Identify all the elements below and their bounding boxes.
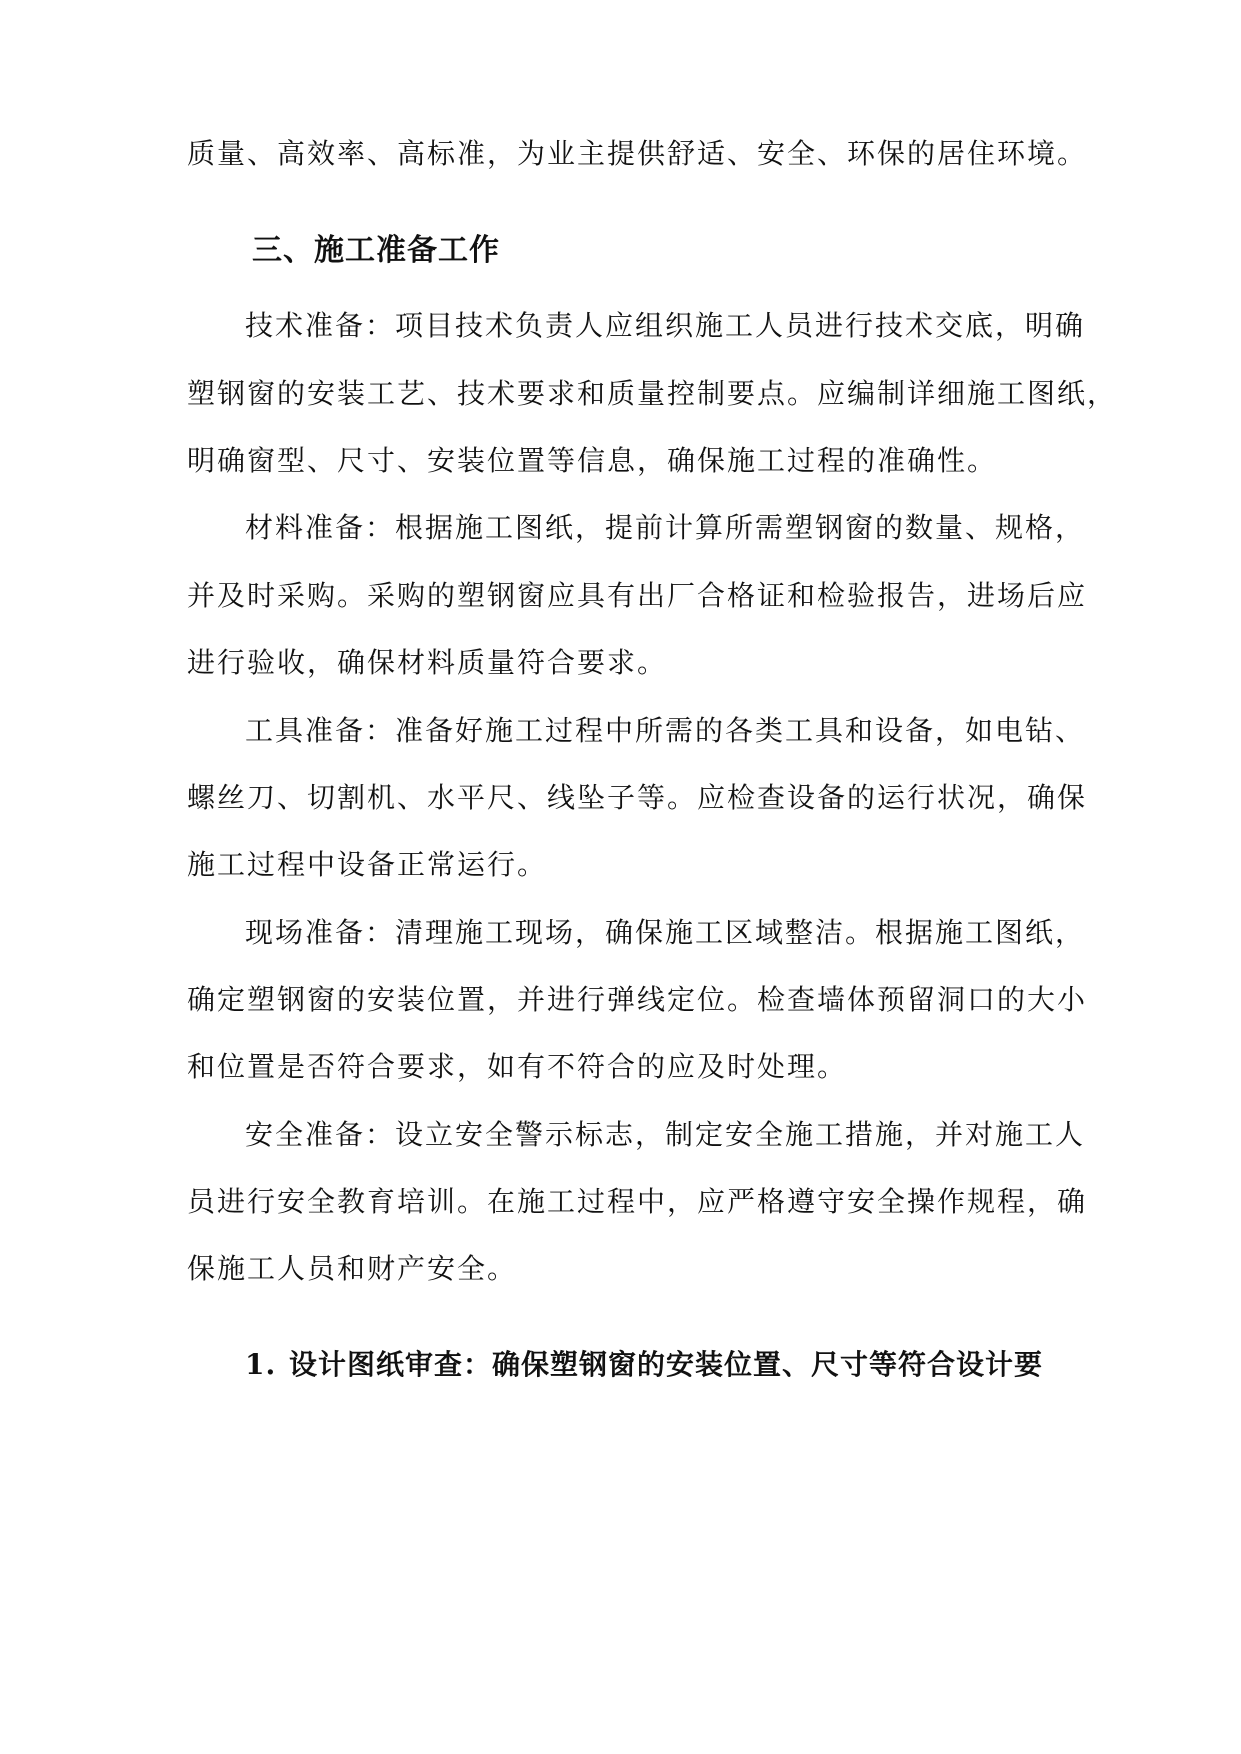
paragraph-line: 螺丝刀、切割机、水平尺、线坠子等。应检查设备的运行状况，确保 [187,781,1088,814]
paragraph-line: 进行验收，确保材料质量符合要求。 [187,646,668,679]
numbered-item-text: 设计图纸审查：确保塑钢窗的安装位置、尺寸等符合设计要 [289,1348,1044,1381]
paragraph-line: 并及时采购。采购的塑钢窗应具有出厂合格证和检验报告，进场后应 [187,579,1088,612]
paragraph-line: 施工过程中设备正常运行。 [187,848,548,881]
intro-line: 质量、高效率、高标准，为业主提供舒适、安全、环保的居住环境。 [187,137,1088,170]
paragraph-line: 技术准备：项目技术负责人应组织施工人员进行技术交底，明确 [245,309,1086,342]
paragraph-line: 工具准备：准备好施工过程中所需的各类工具和设备，如电钻、 [245,714,1086,747]
numbered-item [245,1345,1043,1385]
numbered-item-number: 1. [245,1348,277,1381]
paragraph-line: 材料准备：根据施工图纸，提前计算所需塑钢窗的数量、规格， [245,511,1086,544]
paragraph-line: 安全准备：设立安全警示标志，制定安全施工措施，并对施工人 [245,1118,1086,1151]
paragraph-line: 现场准备：清理施工现场，确保施工区域整洁。根据施工图纸， [245,916,1086,949]
paragraph-line: 员进行安全教育培训。在施工过程中，应严格遵守安全操作规程，确 [187,1185,1088,1218]
paragraph-line: 明确窗型、尺寸、安装位置等信息，确保施工过程的准确性。 [187,444,998,477]
section-heading: 三、施工准备工作 [252,233,500,268]
paragraph-line: 确定塑钢窗的安装位置，并进行弹线定位。检查墙体预留洞口的大小 [187,983,1088,1016]
paragraph-line: 保施工人员和财产安全。 [187,1252,518,1285]
paragraph-line: 和位置是否符合要求，如有不符合的应及时处理。 [187,1050,848,1083]
paragraph-line: 塑钢窗的安装工艺、技术要求和质量控制要点。应编制详细施工图纸， [187,377,1118,410]
